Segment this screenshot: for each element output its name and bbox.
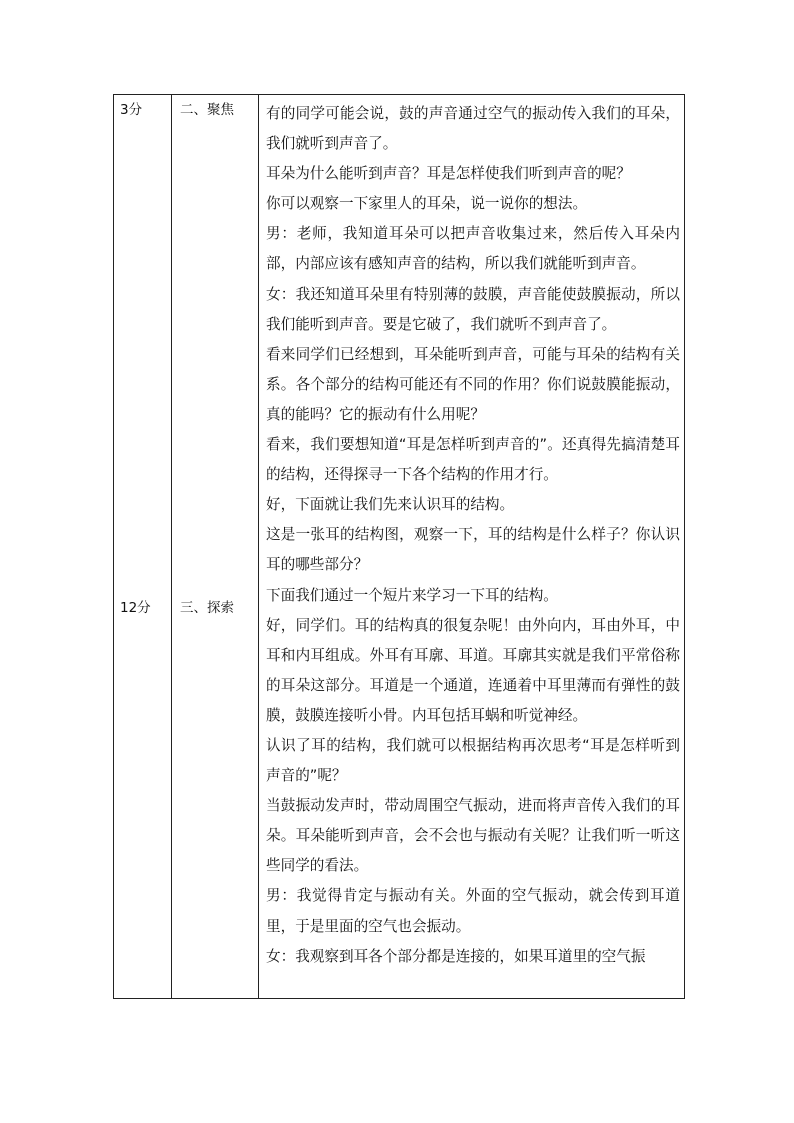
paragraph: 下面我们通过一个短片来学习一下耳的结构。 bbox=[266, 586, 558, 604]
paragraph: 认识了耳的结构，我们就可以根据结构再次思考“耳是怎样听到声音的”呢？ bbox=[266, 736, 680, 785]
paragraph: 男：我觉得肯定与振动有关。外面的空气振动，就会传到耳道里，于是里面的空气也会振动。 bbox=[266, 887, 680, 935]
time-label-explore: 12分 bbox=[120, 600, 151, 616]
content-column bbox=[259, 95, 685, 999]
paragraph: 有的同学可能会说，鼓的声音通过空气的振动传入我们的耳朵，我们就听到声音了。 bbox=[266, 105, 680, 153]
paragraph: 女：我观察到耳各个部分都是连接的，如果耳道里的空气振 bbox=[266, 947, 646, 965]
lesson-content bbox=[259, 95, 684, 972]
stage-label-explore: 三、探索 bbox=[180, 600, 234, 616]
paragraph: 好，下面就让我们先来认识耳的结构。 bbox=[266, 496, 515, 514]
paragraph: 看来同学们已经想到，耳朵能听到声音，可能与耳朵的结构有关系。各个部分的结构可能还有不同的作用？你们说鼓膜能振动，真的能吗？它的振动有什么用呢？ bbox=[266, 345, 680, 423]
paragraph: 好，同学们。耳的结构真的很复杂呢！由外向内，耳由外耳，中耳和内耳组成。外耳有耳廓、耳道。耳廓其实就是我们平常俗称的耳朵这部分。耳道是一个通道，连通着中耳里薄而有弹性的鼓膜，鼓膜连接听小骨。内耳包括耳蜗和听觉神经。 bbox=[266, 616, 680, 724]
paragraph: 看来，我们要想知道“耳是怎样听到声音的”。还真得先搞清楚耳的结构，还得探寻一下各个结构的作用才行。 bbox=[266, 436, 680, 484]
time-label-focus: 3分 bbox=[120, 102, 143, 118]
stage-label-focus: 二、聚焦 bbox=[180, 102, 234, 118]
lesson-plan-table bbox=[113, 94, 685, 999]
paragraph: 男：老师，我知道耳朵可以把声音收集过来，然后传入耳朵内部，内部应该有感知声音的结构，所以我们就能听到声音。 bbox=[266, 225, 680, 273]
stage-column bbox=[172, 95, 259, 999]
paragraph: 你可以观察一下家里人的耳朵，说一说你的想法。 bbox=[266, 195, 588, 213]
time-column bbox=[114, 95, 172, 999]
table-row bbox=[114, 95, 685, 999]
paragraph: 女：我还知道耳朵里有特别薄的鼓膜，声音能使鼓膜振动，所以我们能听到声音。要是它破了，我们就听不到声音了。 bbox=[266, 285, 680, 333]
paragraph: 当鼓振动发声时，带动周围空气振动，进而将声音传入我们的耳朵。耳朵能听到声音，会不会也与振动有关呢？让我们听一听这些同学的看法。 bbox=[266, 797, 680, 875]
paragraph: 这是一张耳的结构图，观察一下，耳的结构是什么样子？你认识耳的哪些部分？ bbox=[266, 526, 680, 574]
paragraph: 耳朵为什么能听到声音？耳是怎样使我们听到声音的呢？ bbox=[266, 165, 631, 183]
